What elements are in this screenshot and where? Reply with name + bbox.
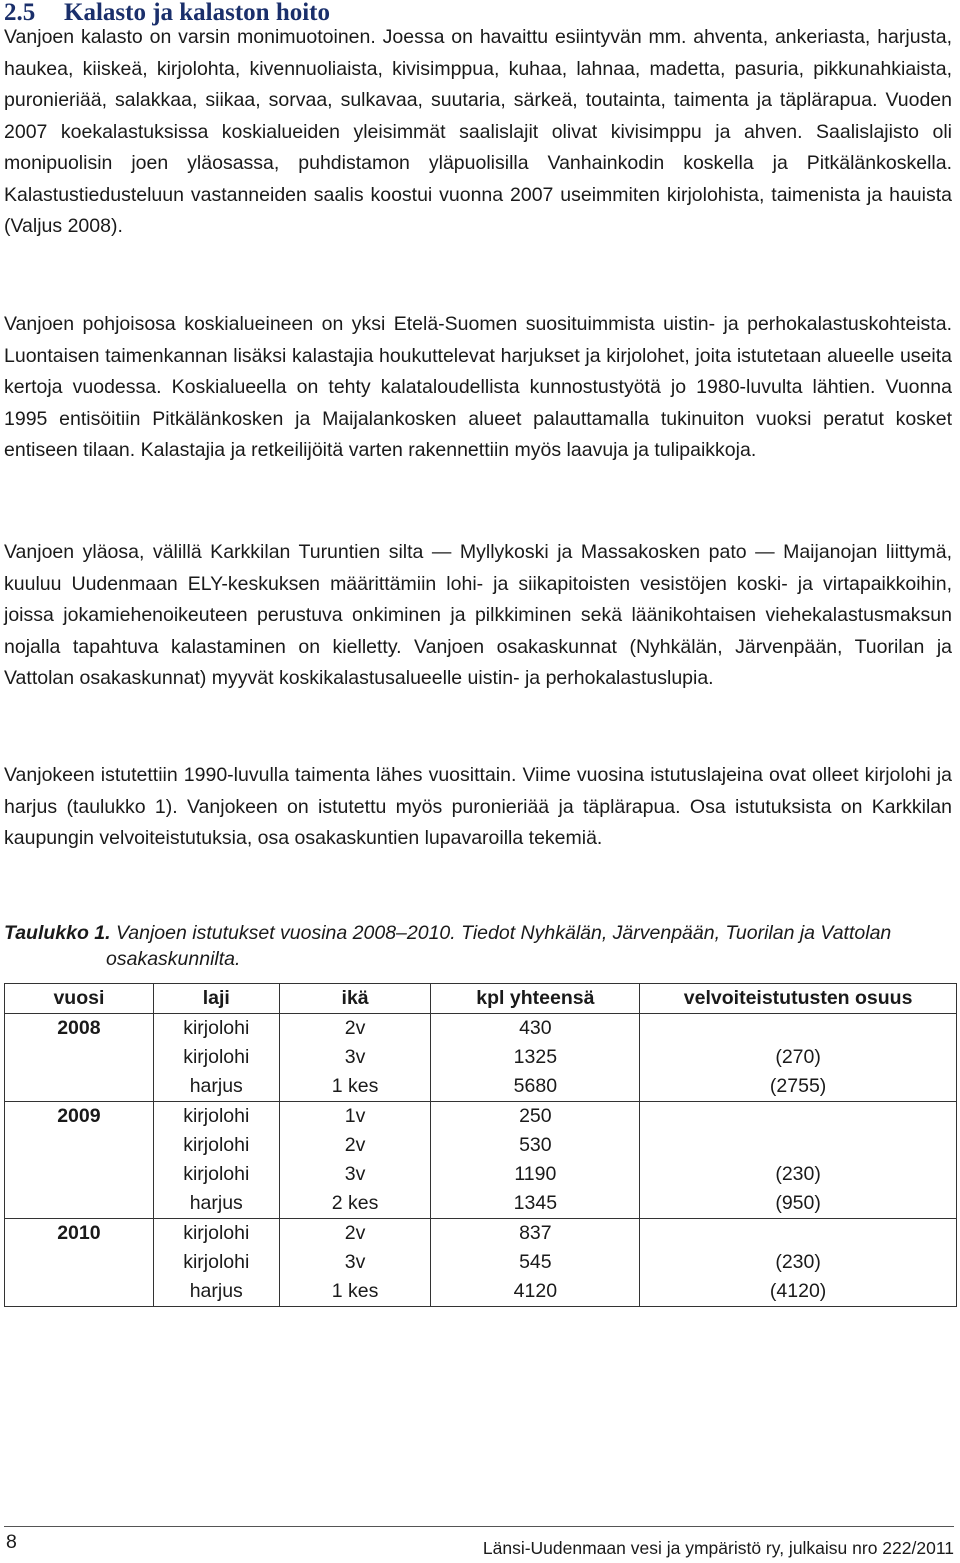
table-row [5,1102,957,1132]
cell-kpl: 545 [431,1248,640,1277]
cell-year: 2008 [5,1014,154,1044]
cell-kpl: 5680 [431,1072,640,1102]
header-osuus: velvoiteistutusten osuus [640,984,957,1014]
cell-year [5,1043,154,1072]
header-vuosi: vuosi [5,984,154,1014]
table-row [5,1043,957,1072]
cell-osuus: (230) [640,1160,957,1189]
cell-year [5,1189,154,1219]
cell-kpl: 1190 [431,1160,640,1189]
cell-laji: kirjolohi [153,1248,279,1277]
cell-kpl: 250 [431,1102,640,1132]
cell-osuus [640,1219,957,1249]
cell-laji: kirjolohi [153,1219,279,1249]
cell-laji: harjus [153,1277,279,1307]
cell-year [5,1248,154,1277]
table-caption-text: Vanjoen istutukset vuosina 2008–2010. Tiedot Nyhkälän, Järvenpään, Tuorilan ja Vattolan [115,922,892,944]
paragraph-fish-species: Vanjoen kalasto on varsin monimuotoinen. Joessa on havaittu esiintyvän mm. ahventa, ankeriasta, harjusta, haukea, kiiskeä, kirjolohta, kivennuoliaista, kivisimppua, kuhaa, lahnaa, madetta, pasuria, pikkunahkiaista, puronieriää, salakkaa, siikaa, sorvaa, sulkavaa, suutaria, särkeä, toutainta, taimenta ja täplärapua. Vuoden 2007 koekalastuksissa koskialueiden yleisimmät saalislajit olivat kivisimppu ja ahven. Saalislajisto oli monipuolisin joen yläosassa, puhdistamon yläpuolisilla Vanhainkodin koskella ja Pitkälänkoskella. Kalastustiedusteluun vastanneiden saalis koostui vuonna 2007 useimmiten kirjolohista, taimenista ja hauista (Valjus 2008). [4,26,952,237]
footer-divider [4,1526,954,1527]
cell-ika: 3v [279,1248,431,1277]
table-row [5,1072,957,1102]
cell-laji: kirjolohi [153,1131,279,1160]
cell-osuus: (230) [640,1248,957,1277]
cell-ika: 3v [279,1043,431,1072]
header-kpl: kpl yhteensä [431,984,640,1014]
cell-ika: 1v [279,1102,431,1132]
cell-osuus [640,1102,957,1132]
cell-year [5,1160,154,1189]
cell-ika: 2v [279,1219,431,1249]
cell-kpl: 530 [431,1131,640,1160]
cell-osuus: (270) [640,1043,957,1072]
paragraph-stocking: Vanjokeen istutettiin 1990-luvulla taimenta lähes vuosittain. Viime vuosina istutuslajeina ovat olleet kirjolohi ja harjus (taulukko 1). Vanjokeen on istutettu myös puronieriää ja täplärapua. Osa istutuksista on Karkkilan kaupungin velvoiteistutuksia, osa osakaskuntien lupavaroilla tekemiä. [4,764,952,849]
cell-ika: 2v [279,1131,431,1160]
cell-osuus: (4120) [640,1277,957,1307]
table-row [5,1219,957,1249]
cell-kpl: 4120 [431,1277,640,1307]
section-title: Kalasto ja kalaston hoito [64,0,331,26]
table-row [5,1131,957,1160]
header-laji: laji [153,984,279,1014]
cell-laji: harjus [153,1189,279,1219]
cell-ika: 2v [279,1014,431,1044]
cell-osuus [640,1131,957,1160]
table-row [5,1189,957,1219]
table-caption-continuation: osakaskunnilta. [106,948,241,970]
cell-laji: kirjolohi [153,1043,279,1072]
cell-year [5,1131,154,1160]
cell-kpl: 1325 [431,1043,640,1072]
paragraph-fishing-destination: Vanjoen pohjoisosa koskialueineen on yksi Etelä-Suomen suosituimmista uistin- ja perhokalastuskohteista. Luontaisen taimenkannan lisäksi kalastajia houkuttelevat harjukset ja kirjolohet, joita istutetaan alueelle useita kertoja vuodessa. Koskialueella on tehty kalataloudellista kunnostustyötä jo 1980-luvulta lähtien. Vuonna 1995 entisöitiin Pitkälänkosken ja Maijalankosken alueet palauttamalla tukinuiton vuoksi peratut kosket entiseen tilaan. Kalastajia ja retkeilijöitä varten rakennettiin myös laavuja ja tulipaikkoja. [4,313,952,461]
section-number: 2.5 [4,0,36,26]
table-header-row [5,984,957,1014]
paragraph-fishing-restrictions: Vanjoen yläosa, välillä Karkkilan Turuntien silta — Myllykoski ja Massakosken pato — Maijanojan liittymä, kuuluu Uudenmaan ELY-keskuksen määrittämiin lohi- ja siikapitoisten vesistöjen koski- ja virtapaikkoihin, joissa jokamiehenoikeuteen perustuva onkiminen ja pilkkiminen sekä läänikohtaisen viehekalastusmaksun nojalla tapahtuva kalastaminen on kielletty. Vanjoen osakaskunnat (Nyhkälän, Järvenpään, Tuorilan ja Vattolan osakaskunnat) myyvät koskikalastusalueelle uistin- ja perhokalastuslupia. [4,541,952,689]
cell-kpl: 837 [431,1219,640,1249]
table-caption-label: Taulukko 1. [4,922,111,944]
cell-laji: kirjolohi [153,1014,279,1044]
cell-year [5,1072,154,1102]
cell-osuus: (950) [640,1189,957,1219]
cell-ika: 1 kes [279,1072,431,1102]
table-caption [4,920,956,972]
stocking-table [4,983,957,1307]
cell-laji: kirjolohi [153,1102,279,1132]
table-row [5,1277,957,1307]
cell-ika: 2 kes [279,1189,431,1219]
header-ika: ikä [279,984,431,1014]
page-number: 8 [6,1531,17,1553]
cell-osuus [640,1014,957,1044]
cell-kpl: 430 [431,1014,640,1044]
cell-ika: 3v [279,1160,431,1189]
cell-kpl: 1345 [431,1189,640,1219]
table-row [5,1160,957,1189]
table-row [5,1248,957,1277]
cell-year: 2009 [5,1102,154,1132]
cell-laji: kirjolohi [153,1160,279,1189]
cell-osuus: (2755) [640,1072,957,1102]
cell-year: 2010 [5,1219,154,1249]
cell-ika: 1 kes [279,1277,431,1307]
publication-info: Länsi-Uudenmaan vesi ja ympäristö ry, julkaisu nro 222/2011 [482,1538,954,1558]
table-row [5,1014,957,1044]
cell-laji: harjus [153,1072,279,1102]
cell-year [5,1277,154,1307]
